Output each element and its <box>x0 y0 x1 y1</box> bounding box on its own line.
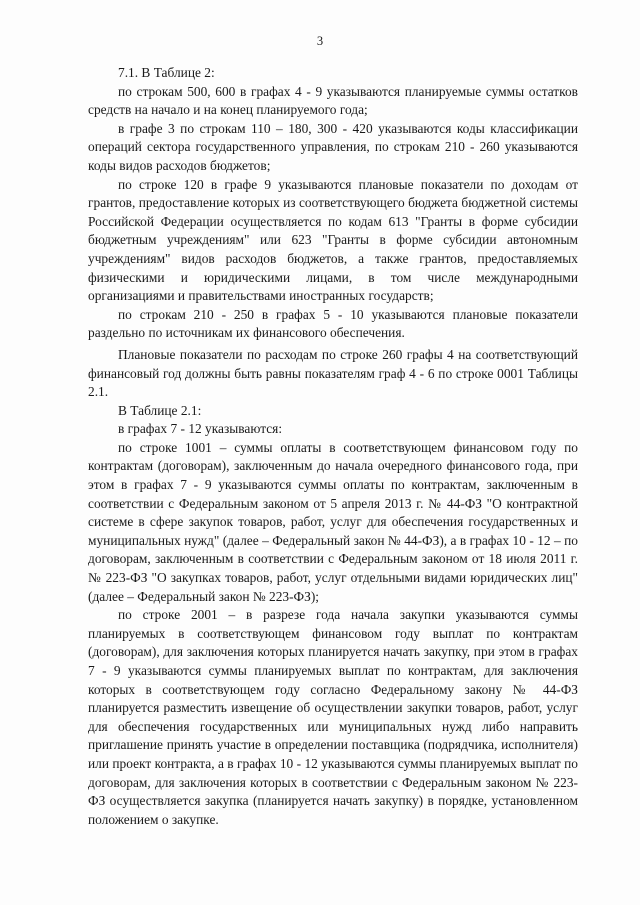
paragraph-row-120-grants: по строке 120 в графе 9 указываются плановые показатели по доходам от грантов, предоставление которых из соответствующего бюджета бюджетной системы Российской Федерации осуществляется по кодам 613 "Гранты в форме субсидии бюджетным учреждениям" или 623 "Гранты в форме субсидии автономным учреждениям" видов расходов бюджетов, а также грантов, предоставляемых физическими и юридическими лицами, в том числе международными организациями и правительствами иностранных государств; <box>88 176 578 304</box>
paragraph-column-3-codes: в графе 3 по строкам 110 – 180, 300 - 420 указываются коды классификации операций сектора государственного управления, по строкам 210 - 260 указываются коды видов расходов бюджетов; <box>88 120 578 173</box>
paragraph-planned-expenses: Плановые показатели по расходам по строке 260 графы 4 на соответствующий финансовый год должны быть равны показателям граф 4 - 6 по строке 0001 Таблицы 2.1. <box>88 346 578 400</box>
paragraph-row-1001: по строке 1001 – суммы оплаты в соответствующем финансовом году по контрактам (договорам), заключенным до начала очередного финансового года, при этом в графах 7 - 9 указываются суммы оплаты по контрактам, заключенным в соответствии с Федеральным законом от 5 апреля 2013 г. № 44-ФЗ "О контрактной системе в сфере закупок товаров, работ, услуг для обеспечения государственных и муниципальных нужд" (далее – Федеральный закон № 44-ФЗ), а в графах 10 - 12 – по договорам, заключенным в соответствии с Федеральным законом от 18 июля 2011 г. № 223-ФЗ "О закупках товаров, работ, услуг отдельными видами юридических лиц" (далее – Федеральный закон № 223-ФЗ); <box>88 439 578 604</box>
document-body <box>88 64 578 829</box>
paragraph-row-2001: по строке 2001 – в разрезе года начала закупки указываются суммы планируемых в соответствующем финансовом году выплат по контрактам (договорам), для заключения которых планируется начать закупку, при этом в графах 7 - 9 указываются суммы планируемых выплат по контрактам, для заключения которых в соответствующем году согласно Федеральному закону № 44-ФЗ планируется разместить извещение об осуществлении закупки товаров, работ, услуг для обеспечения государственных или муниципальных нужд либо направить приглашение принять участие в определении поставщика (подрядчика, исполнителя) или проект контракта, а в графах 10 - 12 указываются суммы планируемых выплат по договорам, для заключения которых в соответствии с Федеральным законом № 223-ФЗ осуществляется закупка (планируется начать закупку) в порядке, установленном положением о закупке. <box>88 607 578 827</box>
paragraph-columns-7-12: в графах 7 - 12 указываются: <box>118 421 283 437</box>
paragraph-rows-210-250: по строкам 210 - 250 в графах 5 - 10 указываются плановые показатели раздельно по источникам их финансового обеспечения. <box>88 306 578 341</box>
paragraph-rows-500-600: по строкам 500, 600 в графах 4 - 9 указываются планируемые суммы остатков средств на начало и на конец планируемого года; <box>88 83 578 118</box>
page-number: 3 <box>316 34 324 48</box>
paragraph-7-1-heading: 7.1. В Таблице 2: <box>118 65 215 80</box>
paragraph-table-2-1-heading: В Таблице 2.1: <box>118 402 202 418</box>
